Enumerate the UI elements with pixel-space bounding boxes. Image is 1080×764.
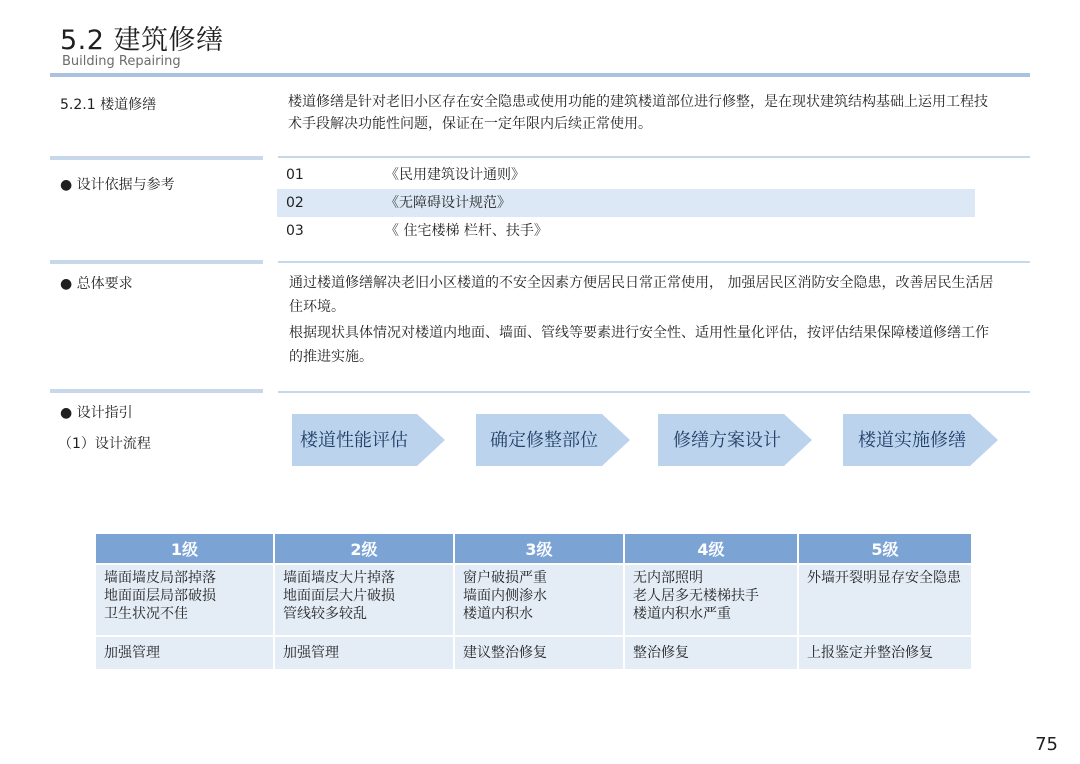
- reference-number: 01: [286, 167, 304, 183]
- section-divider-right: [278, 261, 1030, 263]
- table-row: [96, 636, 972, 669]
- requirements-paragraph: 通过楼道修缮解决老旧小区楼道的不安全因素方便居民日常正常使用， 加强居民区消防安全隐患，改善居民生活居住环境。: [289, 275, 994, 315]
- reference-item: [277, 217, 975, 245]
- level-description: [454, 564, 624, 636]
- level-description: [798, 564, 972, 636]
- requirements-label: ● 总体要求: [60, 276, 133, 292]
- level-header: 1级: [96, 534, 274, 564]
- section-label: 5.2.1 楼道修缮: [60, 97, 157, 113]
- guide-label: ● 设计指引: [60, 405, 133, 421]
- reference-number: 03: [286, 223, 304, 239]
- repair-level-table: [96, 534, 973, 669]
- description-line: 外墙开裂明显存安全隐患: [807, 570, 961, 586]
- reference-title: 《无障碍设计规范》: [385, 195, 511, 211]
- description-line: 窗户破损严重: [463, 570, 547, 586]
- description-line: 墙面墙皮大片掉落: [283, 570, 395, 586]
- header-divider: [50, 73, 1030, 77]
- page-subtitle: Building Repairing: [62, 54, 181, 69]
- section-divider-left: [50, 389, 263, 393]
- description-line: 地面面层局部破损: [104, 588, 216, 604]
- table-row: [96, 564, 972, 636]
- level-header: 5级: [798, 534, 972, 564]
- reference-title: 《 住宅楼梯 栏杆、扶手》: [385, 223, 548, 239]
- reference-title: 《民用建筑设计通则》: [385, 167, 525, 183]
- section-divider-left: [50, 156, 263, 160]
- process-step-label: 楼道实施修缮: [858, 430, 966, 451]
- level-description: [96, 564, 274, 636]
- section-divider-right: [278, 391, 1030, 393]
- level-header: 2级: [274, 534, 454, 564]
- process-step-label: 确定修整部位: [490, 430, 598, 451]
- level-description: [624, 564, 798, 636]
- section-text: 楼道修缮是针对老旧小区存在安全隐患或使用功能的建筑楼道部位进行修整，是在现状建筑结构基础上运用工程技术手段解决功能性问题，保证在一定年限内后续正常使用。: [288, 94, 988, 132]
- process-step-label: 修缮方案设计: [673, 430, 781, 451]
- section-divider-left: [50, 260, 263, 264]
- level-action: 加强管理: [96, 636, 274, 669]
- reference-item: [277, 161, 975, 189]
- description-line: 墙面内侧渗水: [463, 588, 547, 604]
- level-action: 建议整治修复: [454, 636, 624, 669]
- description-line: 楼道内积水严重: [633, 606, 731, 622]
- reference-number: 02: [286, 195, 304, 211]
- description-line: 管线较多较乱: [283, 606, 367, 622]
- description-line: 无内部照明: [633, 570, 703, 586]
- level-header: 3级: [454, 534, 624, 564]
- description-line: 卫生状况不佳: [104, 606, 188, 622]
- level-header: 4级: [624, 534, 798, 564]
- description-line: 地面面层大片破损: [283, 588, 395, 604]
- page-title: 5.2 建筑修缮: [60, 25, 224, 56]
- description-line: 楼道内积水: [463, 606, 533, 622]
- guide-sublabel: （1）设计流程: [58, 436, 151, 452]
- references-label: ● 设计依据与参考: [60, 177, 175, 193]
- page-number: 75: [1035, 734, 1058, 755]
- level-action: 整治修复: [624, 636, 798, 669]
- process-step-label: 楼道性能评估: [300, 430, 408, 451]
- level-action: 上报鉴定并整治修复: [798, 636, 972, 669]
- description-line: 墙面墙皮局部掉落: [104, 570, 216, 586]
- section-divider-right: [278, 156, 1030, 158]
- reference-item-highlighted: [277, 189, 975, 217]
- description-line: 老人居多无楼梯扶手: [633, 588, 759, 604]
- level-action: 加强管理: [274, 636, 454, 669]
- level-description: [274, 564, 454, 636]
- requirements-paragraph: 根据现状具体情况对楼道内地面、墙面、管线等要素进行安全性、适用性量化评估，按评估结果保障楼道修缮工作的推进实施。: [289, 325, 989, 365]
